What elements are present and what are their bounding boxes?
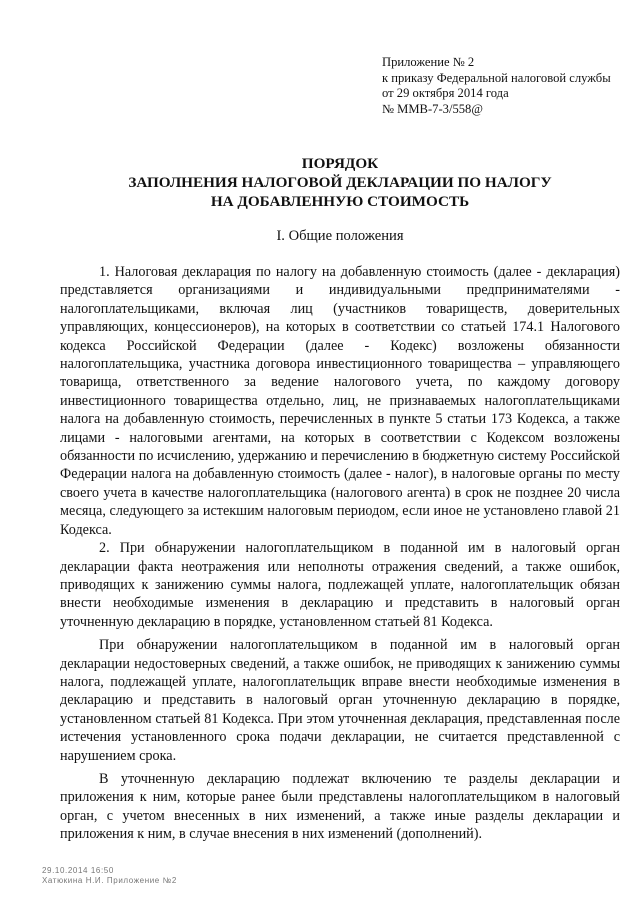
section-heading: I. Общие положения (276, 228, 404, 244)
title-line: ЗАПОЛНЕНИЯ НАЛОГОВОЙ ДЕКЛАРАЦИИ ПО НАЛОГУ (128, 174, 552, 191)
appendix-line: к приказу Федеральной налоговой службы (382, 70, 611, 85)
paragraph: В уточненную декларацию подлежат включению те разделы декларации и приложения к ним, которые ранее были представлены налогоплательщиком в налоговый орган, с учетом внесенных в них изменений, а также иные разделы декларации и приложения к ним, в случае внесения в них изменений (дополнений). (60, 770, 620, 843)
title-line: НА ДОБАВЛЕННУЮ СТОИМОСТЬ (210, 193, 470, 210)
paragraph: 1. Налоговая декларация по налогу на добавленную стоимость (далее - декларация) представляется организациями и индивидуальными предпринимателями - налогоплательщиками, включая лиц (участников товариществ, доверительных управляющих, концессионеров), на которых в соответствии со статьей 174.1 Налогового кодекса Российской Федерации (далее - Кодекс) возложены обязанности налогоплательщика, участника договора инвестиционного товарищества – управляющего товарища, ответственного за ведение налогового учета, по каждому договору инвестиционного товарищества отдельно, лиц, не признаваемых налогоплательщиками налога на добавленную стоимость, перечисленных в пункте 5 статьи 173 Кодекса, а также лицами - налоговыми агентами, на которых в соответствии с Кодексом возложены обязанности по исчислению, удержанию и перечислению в бюджетную систему Российской Федерации налога на добавленную стоимость (далее - налог), в налоговые органы по месту своего учета в качестве налогоплательщика (налогового агента) в срок не позднее 20 числа месяца, следующего за истекшим налоговым периодом, если иное не установлено главой 21 Кодекса. (60, 264, 620, 538)
appendix-line: от 29 октября 2014 года (382, 86, 509, 100)
paragraph: 2. При обнаружении налогоплательщиком в поданной им в налоговый орган декларации факта неотражения или неполноты отражения сведений, а также ошибок, приводящих к занижению суммы налога, подлежащей уплате, налогоплательщик обязан внести необходимые изменения в декларацию и представить в налоговый орган уточненную декларацию в порядке, установленном статьей 81 Кодекса. (60, 540, 620, 630)
title-line: ПОРЯДОК (301, 155, 379, 172)
document-body (60, 263, 620, 844)
appendix-line: Приложение № 2 (382, 55, 475, 69)
document-title (60, 154, 620, 211)
paragraph: При обнаружении налогоплательщиком в поданной им в налоговый орган декларации недостоверных сведений, а также ошибок, не приводящих к занижению суммы налога, подлежащей уплате, налогоплательщик вправе внести необходимые изменения в декларацию и представить в налоговый орган уточненную декларацию в порядке, установленном статьей 81 Кодекса. При этом уточненная декларация, представленная после истечения установленного срока подачи декларации, не считается представленной с нарушением срока. (60, 637, 620, 764)
footer-line: 29.10.2014 16:50 (42, 866, 114, 875)
appendix-reference (382, 55, 622, 117)
appendix-line: № ММВ-7-3/558@ (382, 101, 483, 116)
file-footer-note (42, 866, 177, 886)
footer-line: Хатюкина Н.И. Приложение №2 (42, 876, 177, 885)
